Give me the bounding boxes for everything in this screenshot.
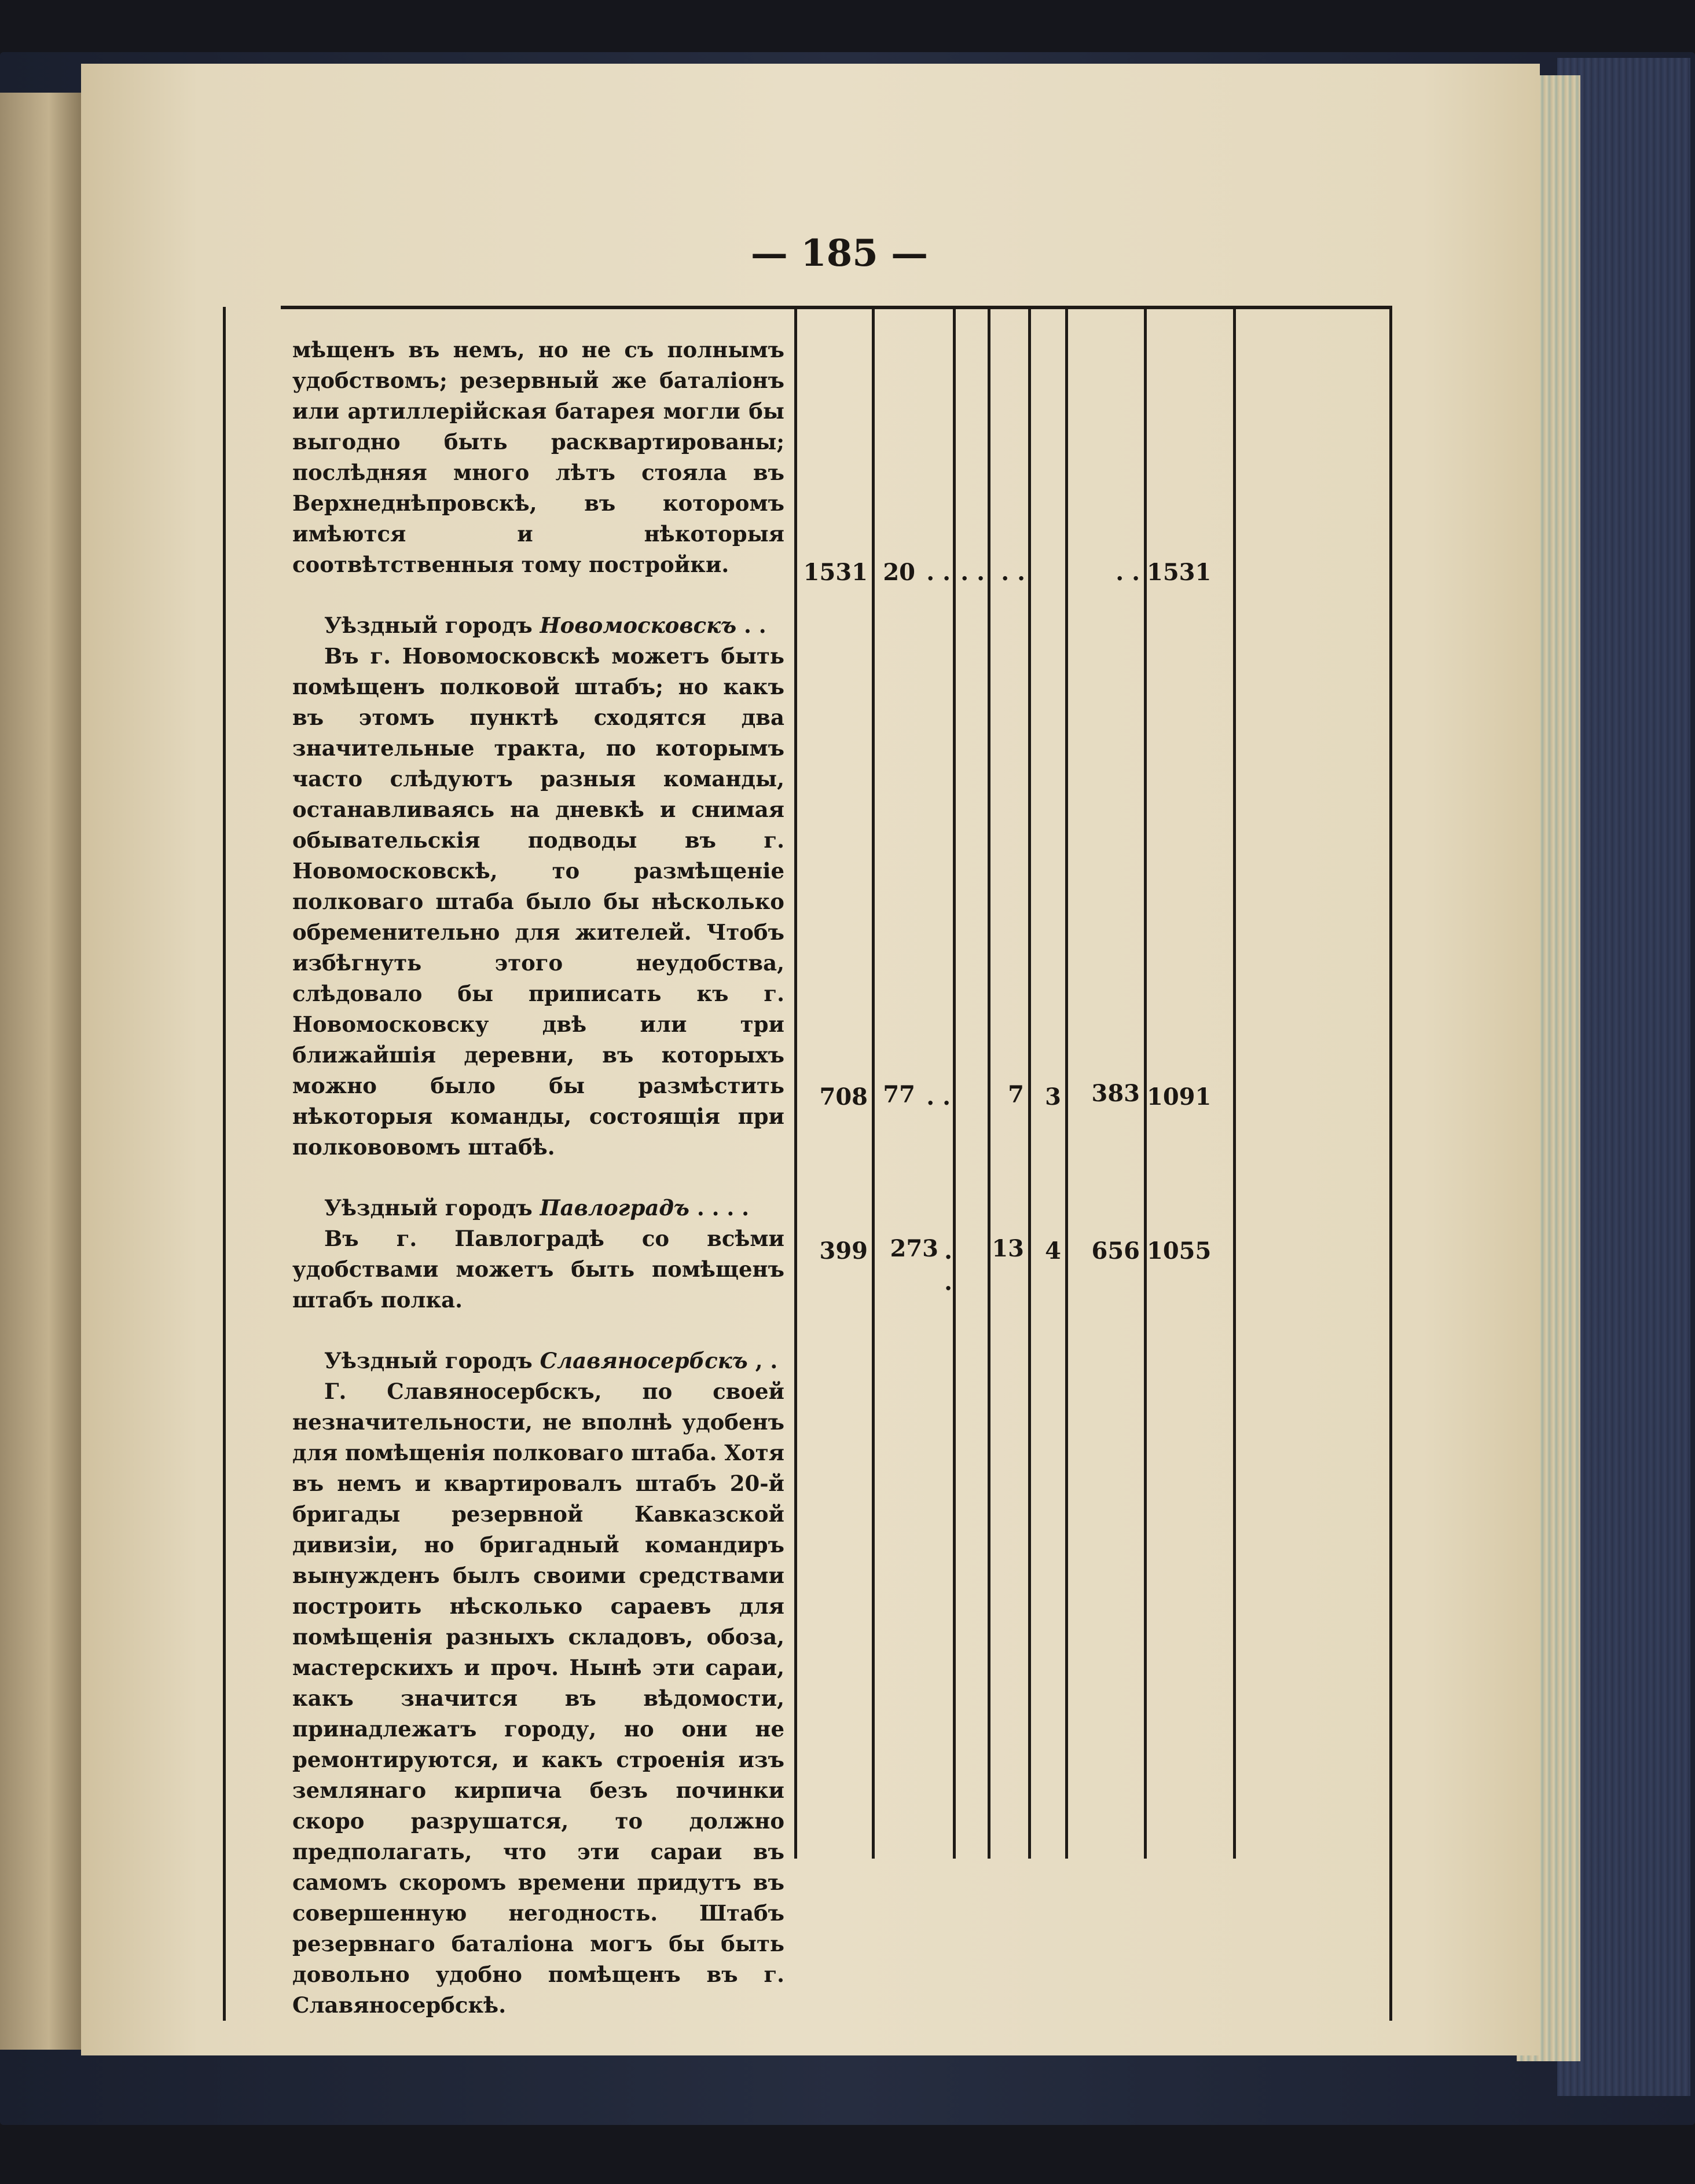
entry-title: Уѣздный городъ Павлоградъ . . . . <box>324 1195 749 1221</box>
cell-novomoskovsk-col2: 20 <box>883 559 915 586</box>
cell-slavyanoserbsk-col7: 1055 <box>1147 1237 1212 1265</box>
table-left-rule <box>223 307 226 2021</box>
town-name: Славяносербскъ <box>540 1348 748 1373</box>
cell-pavlograd-col4: 7 <box>1008 1081 1024 1108</box>
entry-slavyanoserbsk <box>292 1346 784 2021</box>
entry-text: Въ г. Новомосковскѣ можетъ быть помѣщенъ полковой штабъ; но какъ въ этомъ пунктѣ сходятся два значительные тракта, по которымъ часто слѣдуютъ разныя команды, останавливаясь на дневкѣ и снимая обывательскія подводы въ г. Новомосковскѣ, то размѣщеніе полковаго штаба было бы нѣсколько обременительно для жителей. Чтобъ избѣгнуть этого неудобства, слѣдовало бы приписать къ г. Новомосковску двѣ или три ближайшія деревни, въ которыхъ можно было бы размѣстить нѣкоторыя команды, состоящія при полкововомъ штабѣ. <box>292 643 784 1160</box>
cell-slavyanoserbsk-col3: . . <box>944 1237 952 1296</box>
entry-text: Въ г. Павлоградѣ со всѣми удобствами можетъ быть помѣщенъ штабъ полка. <box>292 1226 784 1313</box>
cell-pavlograd-col2: 77 <box>883 1081 915 1108</box>
continuation-paragraph: мѣщенъ въ немъ, но не съ полнымъ удобствомъ; резервный же баталіонъ или артиллерійская батарея могли бы выгодно быть расквартированы; послѣдняя много лѣтъ стояла въ Верхнеднѣпровскѣ, въ которомъ имѣются и нѣкоторыя соотвѣтственныя тому постройки. <box>292 337 784 577</box>
cell-novomoskovsk-col1: 1531 <box>803 559 868 586</box>
town-name: Новомосковскъ <box>540 613 737 638</box>
column-rule-3 <box>953 307 956 1859</box>
left-page-edge <box>0 93 81 2050</box>
entry-novomoskovsk <box>292 610 784 1163</box>
book-page <box>81 64 1540 2055</box>
entry-title: Уѣздный городъ Славяносербскъ , . <box>324 1348 778 1373</box>
cell-slavyanoserbsk-col4: 13 <box>992 1235 1024 1262</box>
column-rule-8 <box>1233 307 1236 1859</box>
table-top-rule <box>281 306 1392 309</box>
cell-slavyanoserbsk-col1: 399 <box>819 1237 868 1265</box>
cell-pavlograd-col5: 3 <box>1045 1083 1061 1111</box>
entry-pavlograd <box>292 1193 784 1315</box>
cell-pavlograd-col3: . . <box>926 1083 951 1111</box>
cell-slavyanoserbsk-col6: 656 <box>1091 1237 1140 1265</box>
cell-pavlograd-col7: 1091 <box>1147 1083 1212 1111</box>
cell-pavlograd-col6: 383 <box>1091 1080 1140 1107</box>
cell-novomoskovsk-col7: 1531 <box>1147 559 1212 586</box>
cell-pavlograd-col1: 708 <box>819 1083 868 1111</box>
entry-title: Уѣздный городъ Новомосковскъ . . <box>324 613 766 638</box>
description-column <box>292 335 784 2051</box>
cell-slavyanoserbsk-col5: 4 <box>1045 1237 1061 1265</box>
entry-text: Г. Славяносербскъ, по своей незначительности, не вполнѣ удобенъ для помѣщенія полковаго штаба. Хотя въ немъ и квартировалъ штабъ 20-й бригады резервной Кавказской дивизіи, но бригадный командиръ вынужденъ былъ своими средствами построить нѣсколько сараевъ для помѣщенія разныхъ складовъ, обоза, мастерскихъ и проч. Нынѣ эти сараи, какъ значится въ вѣдомости, принадлежатъ городу, но они не ремонтируются, и какъ строенія изъ землянаго кирпича безъ починки скоро разрушатся, то должно предполагать, что эти сараи въ самомъ скоромъ времени придутъ въ совершенную негодность. Штабъ резервнаго баталіона могъ бы быть довольно удобно помѣщенъ въ г. Славяносербскѣ. <box>292 1379 784 2018</box>
cell-novomoskovsk-col4: . . <box>960 559 985 586</box>
table-right-rule <box>1389 307 1392 2021</box>
cell-slavyanoserbsk-col2: 273 <box>890 1235 938 1262</box>
page-number: — 185 — <box>750 232 929 275</box>
town-name: Павлоградъ <box>540 1195 689 1221</box>
cell-novomoskovsk-col5: . . <box>1001 559 1025 586</box>
cell-novomoskovsk-col3: . . <box>926 559 951 586</box>
cell-novomoskovsk-col6: . . <box>1116 559 1140 586</box>
